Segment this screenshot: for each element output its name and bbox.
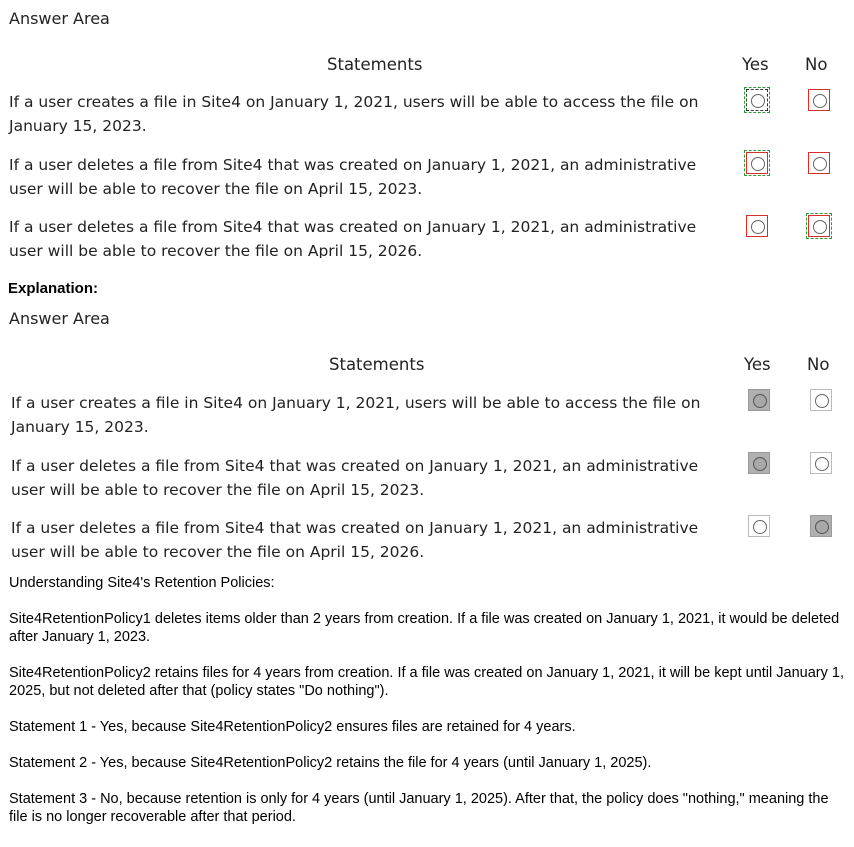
statement-2-yes-option (748, 452, 770, 474)
policy1-paragraph: Site4RetentionPolicy1 deletes items older than 2 years from creation. If a file was created on January 1, 2021, it would be deleted after January 1, 2023. (9, 611, 840, 645)
radio-circle-icon (815, 520, 829, 534)
radio-circle-icon (813, 157, 827, 171)
statements-header: Statements (329, 355, 425, 374)
radio-circle-icon (813, 220, 827, 234)
statement-2-no-option (810, 452, 832, 474)
statement-1: If a user creates a file in Site4 on January 1, 2021, users will be able to access the file on January 15, 2023. (9, 93, 699, 135)
statement-3-no-option (810, 515, 832, 537)
statement-1-no-option (810, 389, 832, 411)
statement-1-yes-option (748, 389, 770, 411)
radio-circle-icon (813, 94, 827, 108)
radio-circle-icon (815, 457, 829, 471)
statement-2-yes-radio[interactable] (746, 152, 768, 174)
no-header: No (807, 355, 830, 374)
statement-1-no-radio[interactable] (808, 89, 830, 111)
radio-circle-icon (751, 157, 765, 171)
statement-2: If a user deletes a file from Site4 that was created on January 1, 2021, an administrative user will be able to recover the file on April 15, 2023. (11, 457, 699, 499)
statement-1-yes-radio[interactable] (746, 89, 768, 111)
statement-3-explanation: Statement 3 - No, because retention is only for 4 years (until January 1, 2025). After that, the policy does "nothing," meaning the file is no longer recoverable after that period. (9, 791, 829, 825)
radio-circle-icon (753, 520, 767, 534)
statement-2-no-radio[interactable] (808, 152, 830, 174)
statement-3-no-radio[interactable] (808, 215, 830, 237)
explanation-label: Explanation: (8, 280, 99, 297)
yes-header: Yes (742, 55, 769, 74)
statement-3-yes-option (748, 515, 770, 537)
radio-circle-icon (753, 457, 767, 471)
statement-2: If a user deletes a file from Site4 that was created on January 1, 2021, an administrative user will be able to recover the file on April 15, 2023. (9, 156, 697, 198)
retention-heading: Understanding Site4's Retention Policies: (9, 575, 275, 591)
answer-area-title: Answer Area (9, 309, 110, 328)
statement-1: If a user creates a file in Site4 on January 1, 2021, users will be able to access the file on January 15, 2023. (11, 394, 701, 436)
policy2-paragraph: Site4RetentionPolicy2 retains files for 4 years from creation. If a file was created on January 1, 2021, it will be kept until January 1, 2025, but not deleted after that (policy states "Do nothing"). (9, 665, 844, 699)
no-header: No (805, 55, 828, 74)
statements-header: Statements (327, 55, 423, 74)
radio-circle-icon (751, 94, 765, 108)
radio-circle-icon (753, 394, 767, 408)
radio-circle-icon (751, 220, 765, 234)
radio-circle-icon (815, 394, 829, 408)
yes-header: Yes (744, 355, 771, 374)
statement-2-explanation: Statement 2 - Yes, because Site4RetentionPolicy2 retains the file for 4 years (until January 1, 2025). (9, 755, 652, 771)
statement-3-yes-radio[interactable] (746, 215, 768, 237)
statement-3: If a user deletes a file from Site4 that was created on January 1, 2021, an administrative user will be able to recover the file on April 15, 2026. (11, 519, 699, 561)
statement-3: If a user deletes a file from Site4 that was created on January 1, 2021, an administrative user will be able to recover the file on April 15, 2026. (9, 218, 697, 258)
answer-area-title: Answer Area (9, 9, 110, 28)
statement-1-explanation: Statement 1 - Yes, because Site4RetentionPolicy2 ensures files are retained for 4 years. (9, 719, 576, 735)
